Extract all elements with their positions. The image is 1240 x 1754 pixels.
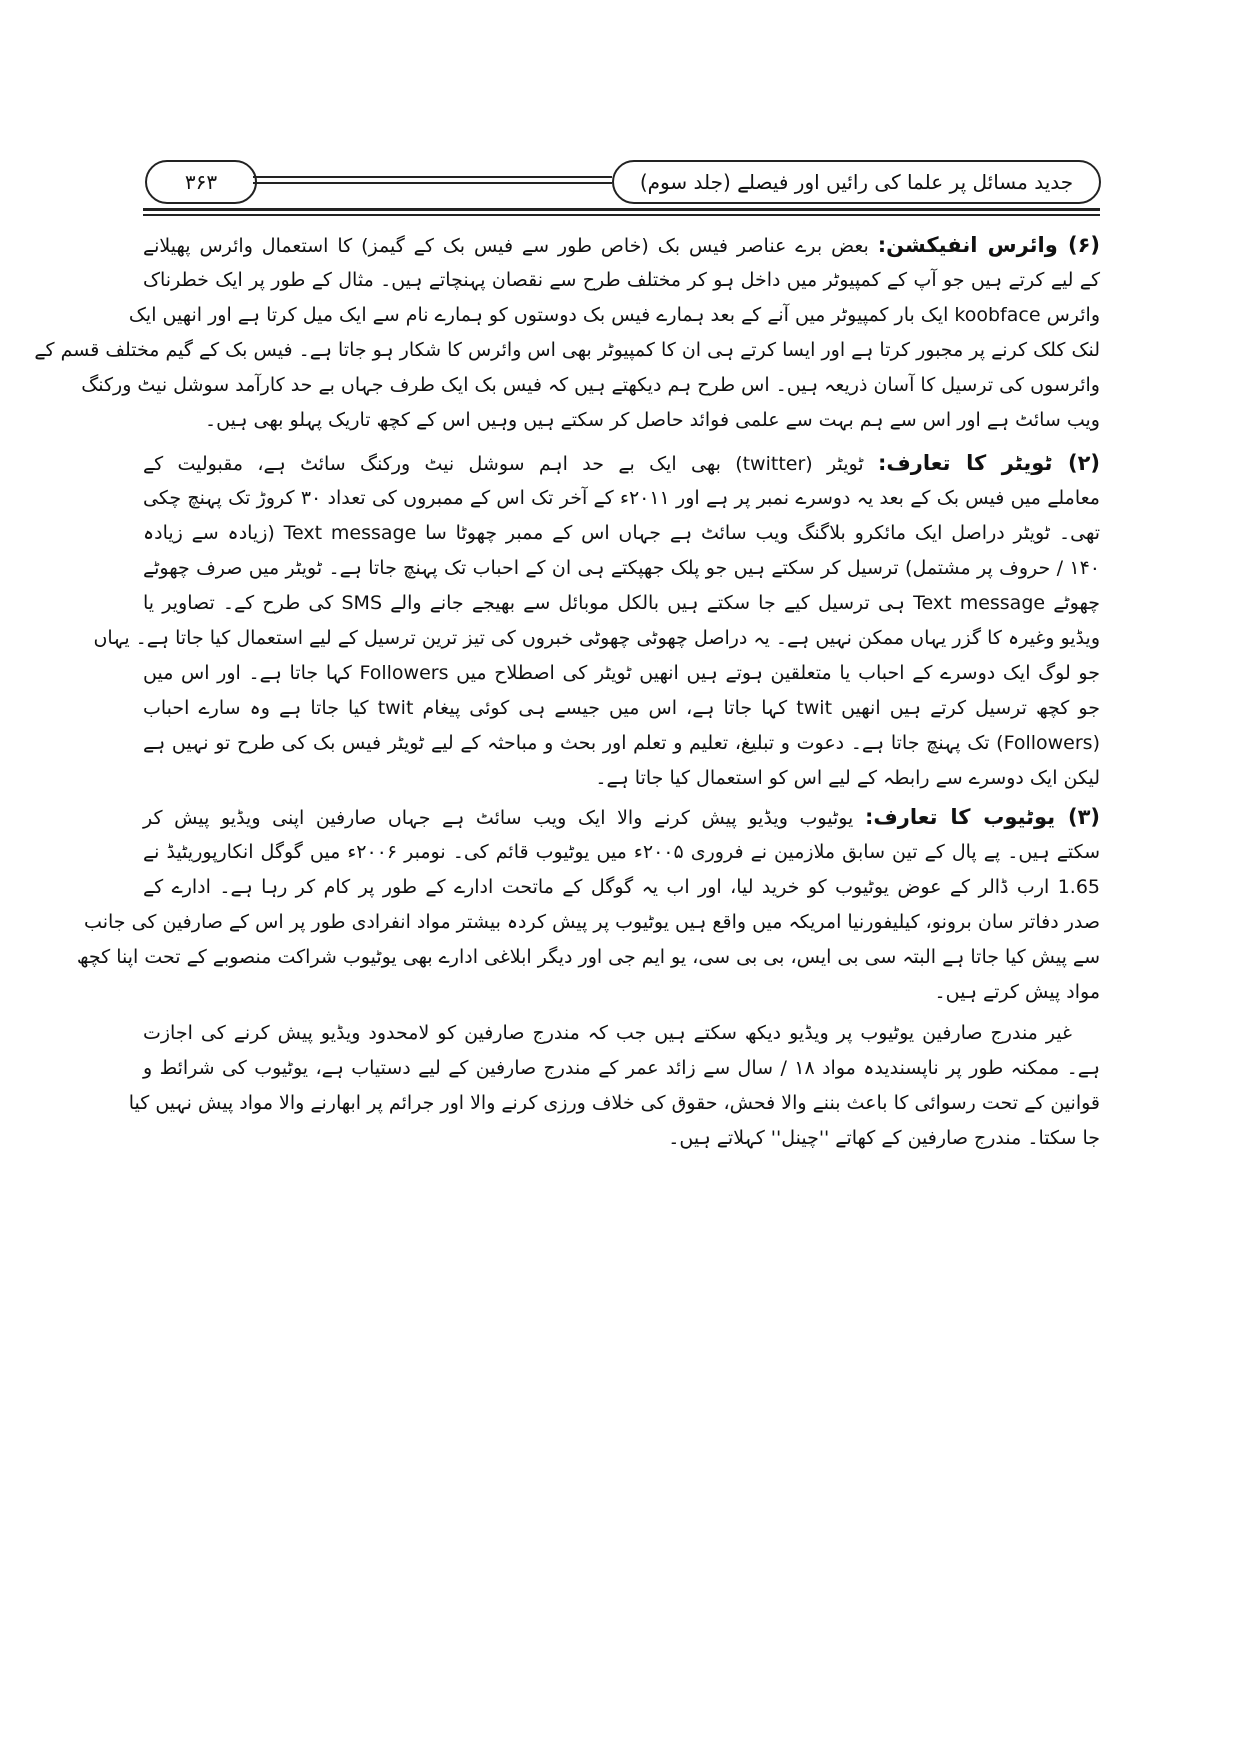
line-text: تھی۔ ٹویٹر دراصل ایک مائکرو بلاگنگ ویب سائٹ ہے جہاں اس کے ممبر چھوٹا سا Text message (زیادہ سے زیادہ [143, 522, 1101, 544]
line-text: کے لیے کرتے ہیں جو آپ کے کمپیوٹر میں داخل ہو کر مختلف طرح سے نقصان پہنچاتے ہیں۔ مثال کے طور پر ایک خطرناک [143, 269, 1100, 291]
paragraph-line [143, 551, 1100, 585]
paragraph-line [143, 586, 1100, 620]
page-number-text: ۳۶۳ [184, 170, 218, 194]
paragraph-line [81, 368, 1100, 402]
line-text: بعض برے عناصر فیس بک (خاص طور سے فیس بک کے گیمز) کا استعمال وائرس پھیلانے [143, 235, 869, 257]
section-heading-line [143, 446, 1100, 480]
header-rule [143, 208, 1100, 211]
section-heading-line [143, 800, 1100, 834]
line-text: ہے۔ ممکنہ طور پر ناپسندیدہ مواد ۱۸ / سال سے زائد عمر کے مندرج صارفین کے لیے دستیاب ہے، یوٹیوب کی شرائط و [143, 1057, 1100, 1079]
section-heading: (۳) یوٹیوب کا تعارف: [864, 805, 1100, 829]
paragraph-line [143, 691, 1100, 725]
line-text: (Followers) تک پہنچ جاتا ہے۔ دعوت و تبلیغ، تعلیم و تعلم اور بحث و مباحثہ کے لیے ٹویٹر فیس بک کی طرح تو نہیں ہے [143, 732, 1100, 754]
header-divider [253, 176, 612, 178]
line-text: وائرس koobface ایک بار کمپیوٹر میں آنے کے بعد ہمارے فیس بک دوستوں کو ہمارے نام سے ایک میل کرتا ہے اور انھیں ایک [128, 304, 1100, 326]
line-text: غیر مندرج صارفین یوٹیوب پر ویڈیو دیکھ سکتے ہیں جب کہ مندرج صارفین کو لامحدود ویڈیو پیش کرنے کی اجازت [143, 1022, 1072, 1044]
paragraph-line [143, 835, 1100, 869]
line-text: ویب سائٹ ہے اور اس سے ہم بہت سے علمی فوائد حاصل کر سکتے ہیں وہیں اس کے کچھ تاریک پہلو بھی ہیں۔ [205, 409, 1100, 431]
line-text: لنک کلک کرنے پر مجبور کرتا ہے اور ایسا کرتے ہی ان کا کمپیوٹر بھی اس وائرس کا شکار ہو جاتا ہے۔ فیس بک کے گیم مختلف قسم کے [34, 339, 1100, 361]
paragraph-line [93, 621, 1100, 655]
running-title-text: جدید مسائل پر علما کی رائیں اور فیصلے (جلد سوم) [639, 170, 1074, 194]
line-text: مواد پیش کرتے ہیں۔ [934, 981, 1100, 1003]
section-heading: (۲) ٹویٹر کا تعارف: [877, 451, 1100, 475]
paragraph-line [143, 1121, 1100, 1155]
line-text: وائرسوں کی ترسیل کا آسان ذریعہ ہیں۔ اس طرح ہم دیکھتے ہیں کہ فیس بک ایک طرف جہاں بے حد کارآمد سوشل نیٹ ورکنگ [81, 374, 1100, 396]
line-text: جو لوگ ایک دوسرے کے احباب یا متعلقین ہوتے ہیں انھیں ٹویٹر کی اصطلاح میں Followers کہا جاتا ہے۔ اور اس میں [143, 662, 1100, 684]
line-text: 1.65 ارب ڈالر کے عوض یوٹیوب کو خرید لیا، اور اب یہ گوگل کے ماتحت ادارے کے طور پر کام کر رہا ہے۔ ادارے کے [143, 876, 1100, 898]
line-text: قوانین کے تحت رسوائی کا باعث بننے والا فحش، حقوق کی خلاف ورزی کرنے والا اور جرائم پر ابھارنے والا مواد پیش نہیں کیا [128, 1092, 1100, 1114]
paragraph-line [128, 298, 1100, 332]
paragraph-line [143, 403, 1100, 437]
paragraph-line [143, 726, 1100, 760]
section-heading-line [143, 228, 1100, 262]
running-title [612, 160, 1101, 204]
header-rule [143, 214, 1100, 216]
line-text: جا سکتا۔ مندرج صارفین کے کھاتے ''چینل'' کہلاتے ہیں۔ [668, 1127, 1100, 1149]
paragraph-line [143, 761, 1100, 795]
line-text: ویڈیو وغیرہ کا گزر یہاں ممکن نہیں ہے۔ یہ دراصل چھوٹی چھوٹی خبروں کی تیز ترین ترسیل کے لیے استعمال کیا جاتا ہے۔ یہاں [93, 627, 1100, 649]
line-text: یوٹیوب ویڈیو پیش کرنے والا ایک ویب سائٹ ہے جہاں صارفین اپنی ویڈیو پیش کر [143, 807, 854, 829]
line-text: لیکن ایک دوسرے سے رابطہ کے لیے اس کو استعمال کیا جاتا ہے۔ [595, 767, 1100, 789]
paragraph-line [76, 940, 1100, 974]
line-text: جو کچھ ترسیل کرتے ہیں انھیں twit کہا جاتا ہے، اس میں جیسے ہی کوئی پیغام twit کیا جاتا ہے وہ سارے احباب [143, 697, 1100, 719]
paragraph-line [143, 1016, 1100, 1050]
paragraph-line [143, 975, 1100, 1009]
paragraph-line [143, 656, 1100, 690]
paragraph-line [143, 516, 1100, 550]
line-text: ٹویٹر (twitter) بھی ایک بے حد اہم سوشل نیٹ ورکنگ سائٹ ہے، مقبولیت کے [143, 453, 864, 475]
line-text: سے پیش کیا جاتا ہے البتہ سی بی ایس، بی بی سی، یو ایم جی اور دیگر ابلاغی ادارے بھی یوٹیوب شراکت منصوبے کے تحت اپنا کچھ [76, 946, 1100, 968]
paragraph-line [143, 263, 1100, 297]
line-text: ۱۴۰ / حروف پر مشتمل) ترسیل کر سکتے ہیں جو پلک جھپکتے ہی ان کے احباب تک پہنچ جاتا ہے۔ ٹویٹر میں صرف چھوٹے [143, 557, 1100, 579]
paragraph-line [34, 333, 1100, 367]
header-divider [253, 182, 612, 184]
paragraph-line [143, 481, 1100, 515]
paragraph-line [84, 905, 1100, 939]
paragraph-line [143, 1051, 1100, 1085]
line-text: صدر دفاتر سان برونو، کیلیفورنیا امریکہ میں واقع ہیں یوٹیوب پر پیش کردہ بیشتر مواد انفرادی طور پر اس کے صارفین کی جانب [84, 911, 1100, 933]
line-text: چھوٹے Text message ہی ترسیل کیے جا سکتے ہیں بالکل موبائل سے بھیجے جانے والے SMS کی طرح کے۔ تصاویر یا [143, 592, 1100, 614]
line-text: معاملے میں فیس بک کے بعد یہ دوسرے نمبر پر ہے اور ۲۰۱۱ء کے آخر تک اس کے ممبروں کی تعداد ۳۰ کروڑ تک پہنچ چکی [143, 487, 1100, 509]
line-text: سکتے ہیں۔ پے پال کے تین سابق ملازمین نے فروری ۲۰۰۵ء میں یوٹیوب قائم کی۔ نومبر ۲۰۰۶ء میں گوگل انکارپوریٹیڈ نے [143, 841, 1101, 863]
page-number [145, 160, 257, 204]
section-heading: (۶) وائرس انفیکشن: [877, 233, 1100, 257]
paragraph-line [143, 870, 1100, 904]
paragraph-line [128, 1086, 1100, 1120]
